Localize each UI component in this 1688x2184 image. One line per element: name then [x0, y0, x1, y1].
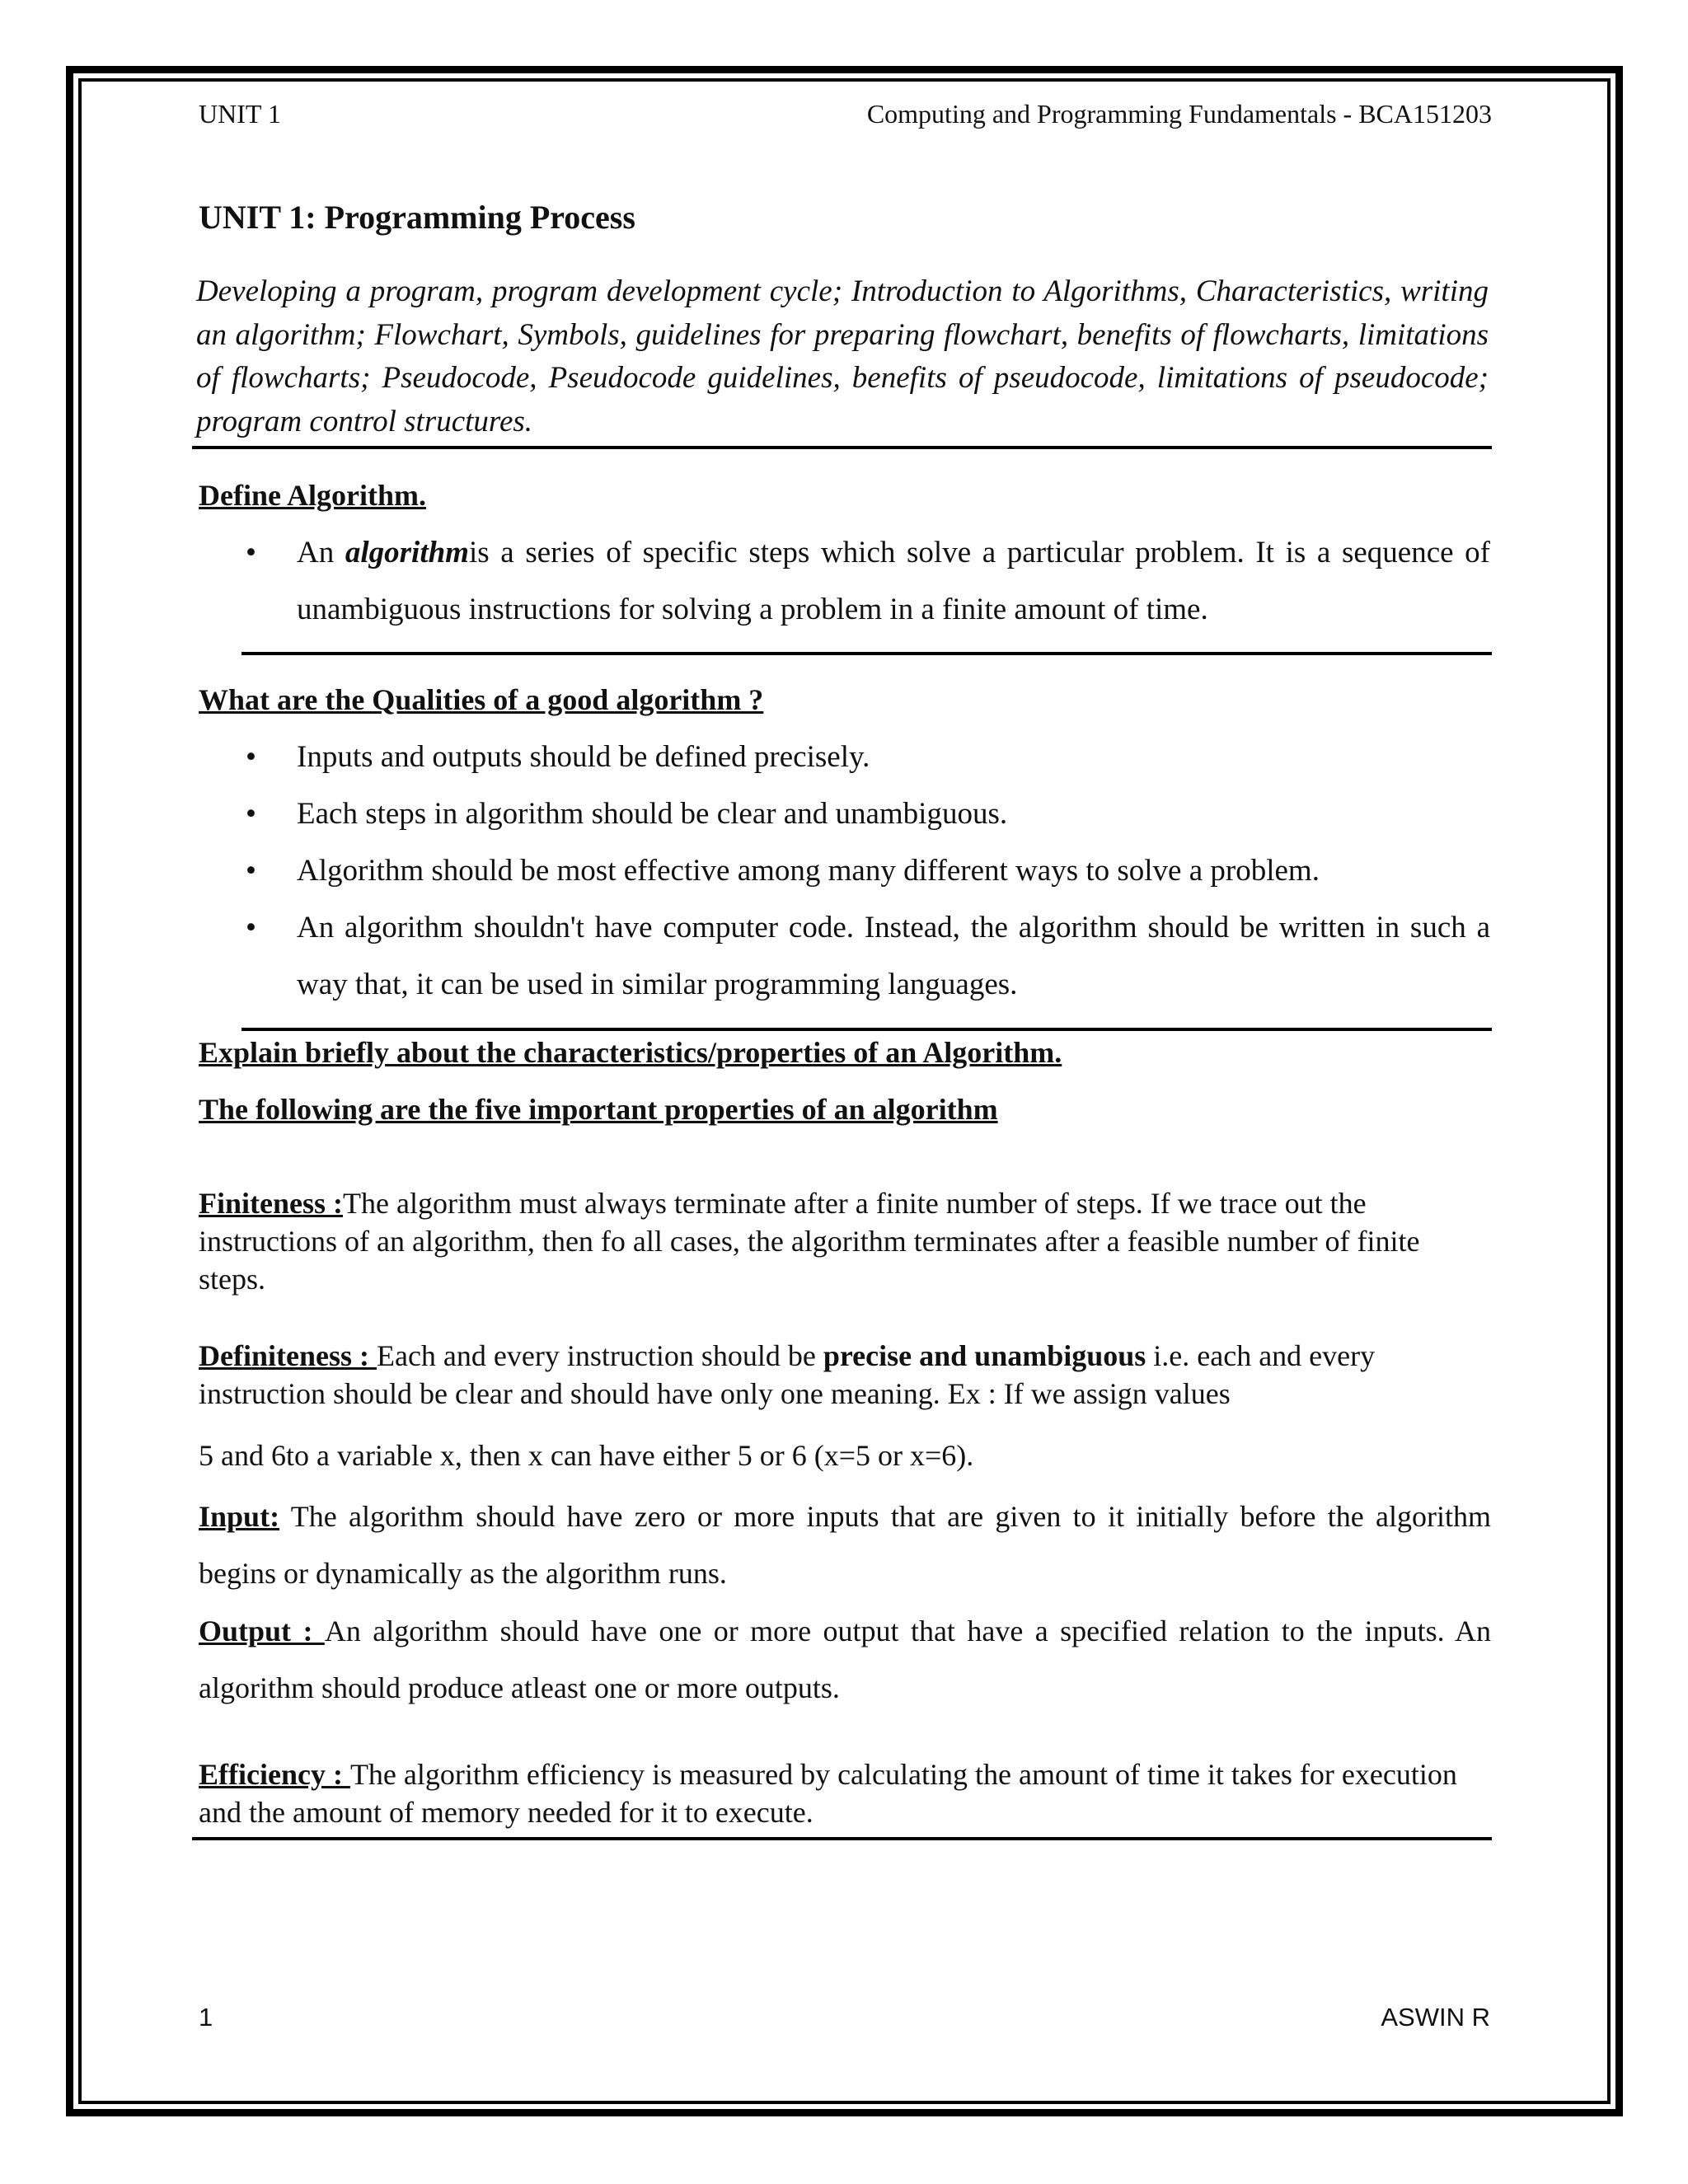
list-item	[246, 785, 1490, 842]
property-emphasis: precise and unambiguous	[823, 1339, 1146, 1372]
text-span: is a series of specific steps which solve a particular problem. It is a sequence of unambiguous instructions for solving a problem in a finite amount of time.	[297, 536, 1490, 626]
header-course: Computing and Programming Fundamentals - BCA151203	[866, 99, 1492, 129]
bullet-icon: •	[246, 536, 256, 569]
list-item	[246, 842, 1490, 899]
property-output	[199, 1603, 1491, 1717]
bullet-icon: •	[246, 797, 256, 831]
property-label: Finiteness :	[199, 1187, 343, 1220]
bullet-icon: •	[246, 911, 256, 944]
property-efficiency	[199, 1755, 1491, 1831]
page-number: 1	[199, 2003, 213, 2032]
subheading-properties: The following are the five important properties of an algorithm	[199, 1093, 998, 1126]
text-span: An	[297, 536, 345, 569]
text-span: Algorithm should be most effective among many different ways to solve a problem.	[297, 854, 1320, 888]
bullet-icon: •	[246, 740, 256, 774]
divider	[241, 1028, 1492, 1031]
property-definiteness-example: 5 and 6to a variable x, then x can have either 5 or 6 (x=5 or x=6).	[199, 1439, 974, 1472]
text-span: Each steps in algorithm should be clear and unambiguous.	[297, 797, 1008, 831]
property-input	[199, 1488, 1491, 1602]
bullet-icon: •	[246, 854, 256, 888]
property-text: i.e. each and every instruction should be clear and should have only one meaning. Ex : If we assign values	[199, 1339, 1376, 1410]
list-item	[246, 729, 1490, 785]
divider	[192, 446, 1492, 449]
algorithm-term: algorithm	[345, 536, 469, 569]
property-text: Each and every instruction should be	[376, 1339, 823, 1372]
text-span: An algorithm shouldn't have computer code. Instead, the algorithm should be written in such a way that, it can be used in similar programming languages.	[297, 911, 1490, 1001]
divider	[192, 1837, 1492, 1840]
question-characteristics: Explain briefly about the characteristics/properties of an Algorithm.	[199, 1036, 1062, 1069]
text-span: Inputs and outputs should be defined precisely.	[297, 740, 870, 774]
property-text: The algorithm should have zero or more inputs that are given to it initially before the algorithm begins or dynamically as the algorithm runs.	[199, 1500, 1491, 1590]
property-text: The algorithm efficiency is measured by calculating the amount of time it takes for execution and the amount of memory needed for it to execute.	[199, 1758, 1457, 1829]
unit-title: UNIT 1: Programming Process	[199, 199, 635, 236]
list-item	[246, 899, 1490, 1013]
property-label: Input:	[199, 1500, 280, 1533]
header-unit: UNIT 1	[199, 99, 281, 129]
property-finiteness	[199, 1184, 1491, 1298]
syllabus-text: Developing a program, program development cycle; Introduction to Algorithms, Characteristics, writing an algorithm; Flowchart, Symbols, guidelines for preparing flowchart, benefits of flowcharts, limitations of flowcharts; Pseudocode, Pseudocode guidelines, benefits of pseudocode, limitations of pseudocode; program control structures.	[196, 274, 1489, 438]
property-label: Output :	[199, 1615, 325, 1647]
property-label: Definiteness :	[199, 1339, 377, 1372]
question-qualities: What are the Qualities of a good algorithm ?	[199, 683, 764, 716]
question-define-algorithm: Define Algorithm.	[199, 479, 426, 512]
property-label: Efficiency :	[199, 1758, 350, 1791]
property-text: The algorithm must always terminate after a finite number of steps. If we trace out the instructions of an algorithm, then fo all cases, the algorithm terminates after a feasible number of finite steps.	[199, 1187, 1420, 1296]
divider	[241, 652, 1492, 655]
author-name: ASWIN R	[1381, 2003, 1490, 2032]
property-definiteness	[199, 1337, 1491, 1413]
property-text: An algorithm should have one or more output that have a specified relation to the inputs. An algorithm should produce atleast one or more outputs.	[199, 1615, 1491, 1704]
list-item	[246, 524, 1490, 638]
